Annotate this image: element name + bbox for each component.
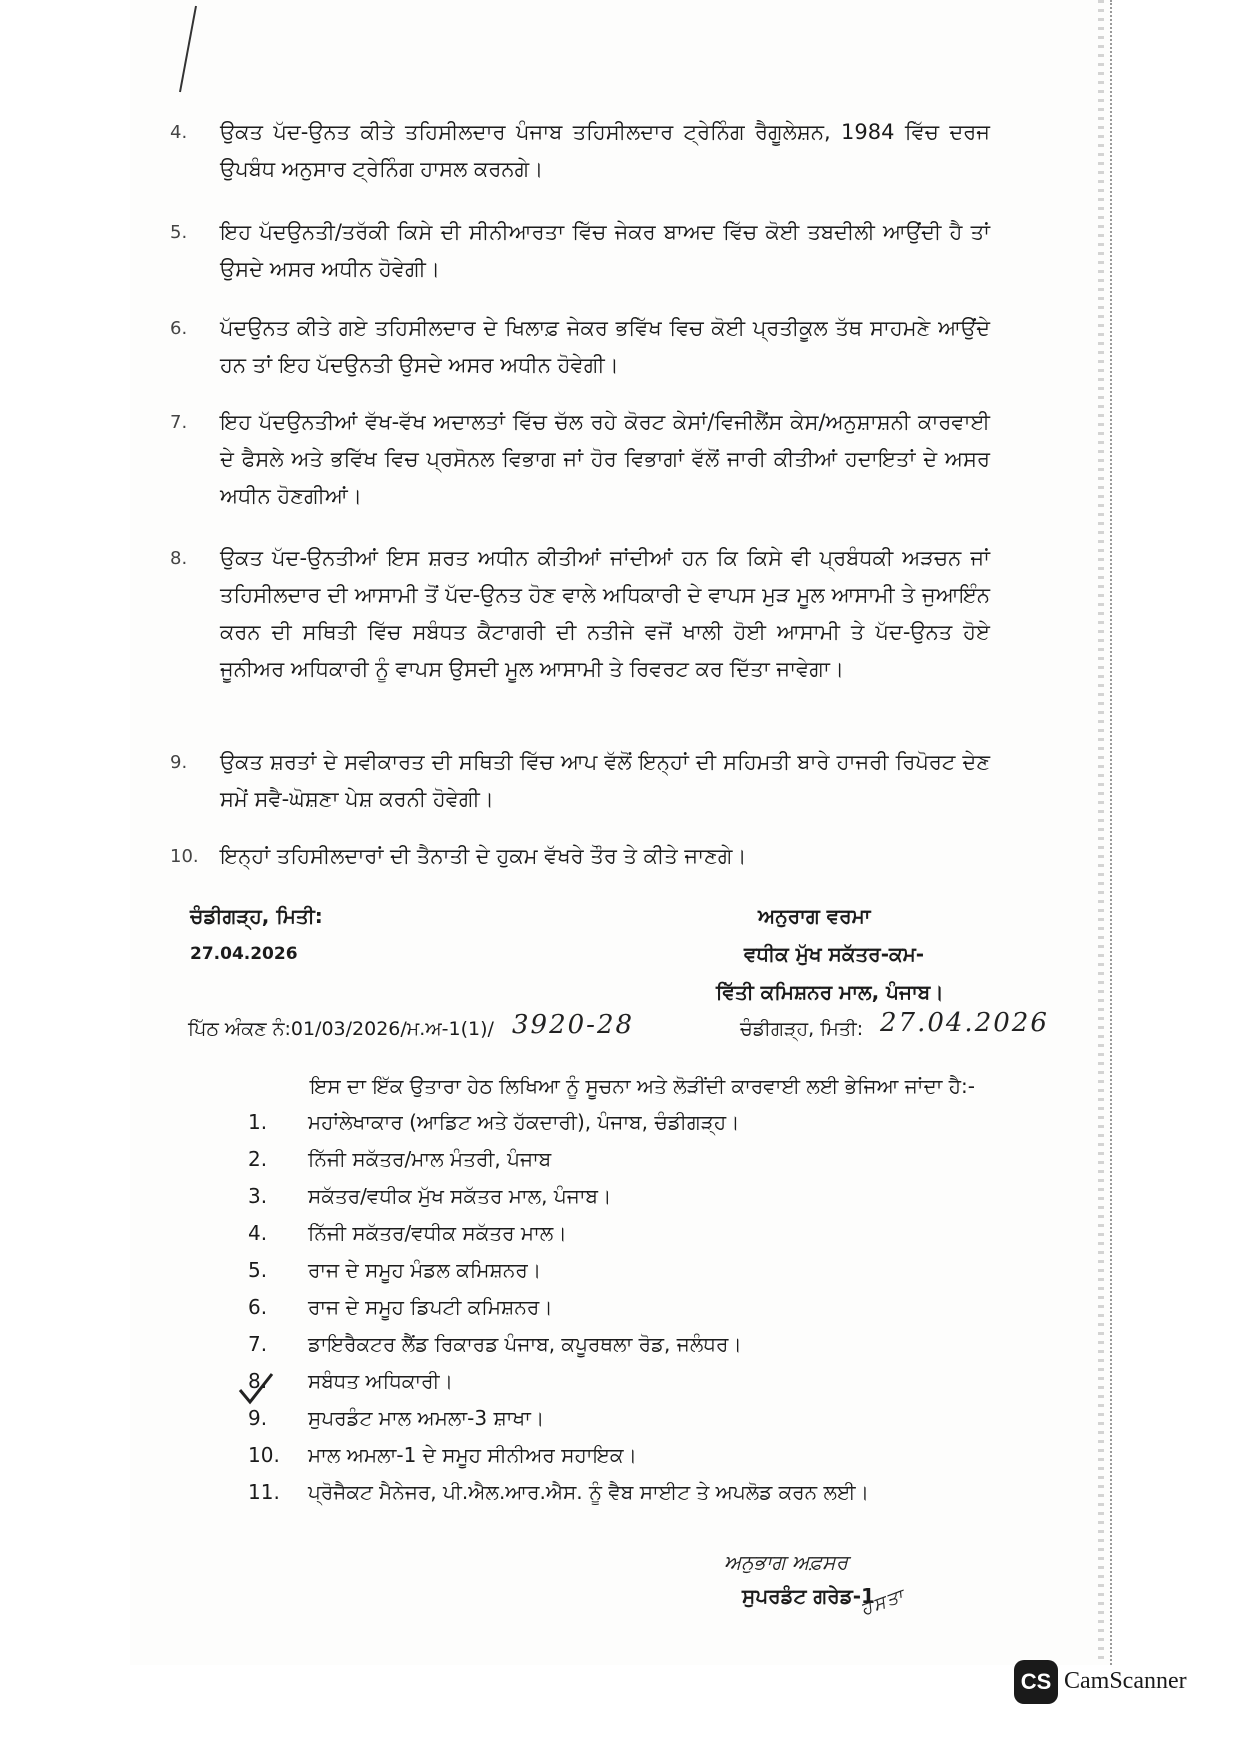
camscanner-logo: CS	[1014, 1660, 1058, 1704]
list-item-text: ਮਾਲ ਅਮਲਾ-1 ਦੇ ਸਮੂਹ ਸੀਨੀਅਰ ਸਹਾਇਕ।	[308, 1443, 638, 1467]
list-item-text: ਨਿੱਜੀ ਸਕੱਤਰ/ਵਧੀਕ ਸਕੱਤਰ ਮਾਲ।	[308, 1221, 567, 1245]
list-item-text: ਸਬੰਧਤ ਅਧਿਕਾਰੀ।	[308, 1369, 454, 1393]
endorsement-place: ਚੰਡੀਗੜ੍ਹ, ਮਿਤੀ:	[740, 1018, 864, 1040]
list-item-text: ਰਾਜ ਦੇ ਸਮੂਹ ਡਿਪਟੀ ਕਮਿਸ਼ਨਰ।	[308, 1295, 553, 1319]
issue-date: 27.04.2026	[190, 944, 298, 964]
paragraph-number: 8.	[170, 548, 188, 569]
paragraph-8	[170, 540, 990, 688]
signature-initial: ਹਸਤਾ	[857, 1584, 908, 1621]
paragraph-text: ਪੱਦਉਨਤ ਕੀਤੇ ਗਏ ਤਹਿਸੀਲਦਾਰ ਦੇ ਖਿਲਾਫ਼ ਜੇਕਰ ਭਵਿੱਖ ਵਿਚ ਕੋਈ ਪ੍ਰਤੀਕੂਲ ਤੱਥ ਸਾਹਮਣੇ ਆਉਂਦੇ ਹਨ ਤਾਂ ਇਹ ਪੱਦਉਨਤੀ ਉਸਦੇ ਅਸਰ ਅਧੀਨ ਹੋਵੇਗੀ।	[220, 316, 990, 377]
list-item-text: ਨਿੱਜੀ ਸਕੱਤਰ/ਮਾਲ ਮੰਤਰੀ, ਪੰਜਾਬ	[308, 1147, 552, 1171]
camscanner-brand: CamScanner	[1064, 1668, 1187, 1694]
paragraph-number: 6.	[170, 318, 188, 339]
list-item-number: 7.	[248, 1332, 268, 1356]
paragraph-number: 9.	[170, 752, 188, 773]
paragraph-text: ਇਹ ਪੱਦਉਨਤੀਆਂ ਵੱਖ-ਵੱਖ ਅਦਾਲਤਾਂ ਵਿੱਚ ਚੱਲ ਰਹੇ ਕੋਰਟ ਕੇਸਾਂ/ਵਿਜੀਲੈਂਸ ਕੇਸ/ਅਨੁਸ਼ਾਸ਼ਨੀ ਕਾਰਵਾਈ ਦੇ ਫੈਸਲੇ ਅਤੇ ਭਵਿੱਖ ਵਿਚ ਪ੍ਰਸੋਨਲ ਵਿਭਾਗ ਜਾਂ ਹੋਰ ਵਿਭਾਗਾਂ ਵੱਲੋਂ ਜਾਰੀ ਕੀਤੀਆਂ ਹਦਾਇਤਾਂ ਦੇ ਅਸਰ ਅਧੀਨ ਹੋਣਗੀਆਂ।	[220, 410, 990, 508]
superintendent-designation: ਸੁਪਰਡੰਟ ਗਰੇਡ-1	[742, 1584, 875, 1608]
signatory-name: ਅਨੁਰਾਗ ਵਰਮਾ	[758, 904, 871, 928]
paragraph-10	[170, 838, 990, 875]
list-item-number: 10.	[248, 1443, 280, 1467]
list-item-number: 9.	[248, 1406, 268, 1430]
signatory-designation-1: ਵਧੀਕ ਮੁੱਖ ਸਕੱਤਰ-ਕਮ-	[744, 942, 925, 966]
list-item-text: ਸਕੱਤਰ/ਵਧੀਕ ਮੁੱਖ ਸਕੱਤਰ ਮਾਲ, ਪੰਜਾਬ।	[308, 1184, 612, 1208]
list-item-text: ਪ੍ਰੋਜੈਕਟ ਮੈਨੇਜਰ, ਪੀ.ਐਲ.ਆਰ.ਐਸ. ਨੂੰ ਵੈਬ ਸਾਈਟ ਤੇ ਅਪਲੋਡ ਕਰਨ ਲਈ।	[308, 1480, 870, 1504]
paragraph-number: 10.	[170, 846, 199, 867]
paragraph-6	[170, 310, 990, 384]
paragraph-9	[170, 744, 990, 818]
list-item-number: 2.	[248, 1147, 268, 1171]
paragraph-number: 7.	[170, 412, 188, 433]
paragraph-4	[170, 114, 990, 188]
list-item-text: ਰਾਜ ਦੇ ਸਮੂਹ ਮੰਡਲ ਕਮਿਸ਼ਨਰ।	[308, 1258, 542, 1282]
list-item-text: ਡਾਇਰੈਕਟਰ ਲੈਂਡ ਰਿਕਾਰਡ ਪੰਜਾਬ, ਕਪੂਰਥਲਾ ਰੋਡ, ਜਲੰਧਰ।	[308, 1332, 742, 1356]
endorsement-ref: ਪਿੱਠ ਅੰਕਣ ਨੰ:01/03/2026/ਮ.ਅ-1(1)/	[188, 1018, 494, 1040]
page-edge	[1098, 0, 1104, 1665]
paragraph-number: 4.	[170, 122, 188, 143]
signatory-designation-2: ਵਿੱਤੀ ਕਮਿਸ਼ਨਰ ਮਾਲ, ਪੰਜਾਬ।	[716, 980, 944, 1004]
list-item-text: ਮਹਾਂਲੇਖਾਕਾਰ (ਆਡਿਟ ਅਤੇ ਹੱਕਦਾਰੀ), ਪੰਜਾਬ, ਚੰਡੀਗੜ੍ਹ।	[308, 1110, 740, 1134]
checkmark-icon	[236, 1370, 276, 1410]
list-item-number: 4.	[248, 1221, 268, 1245]
list-item-number: 3.	[248, 1184, 268, 1208]
handwritten-note: ਅਨੁਭਾਗ ਅਫ਼ਸਰ	[724, 1550, 848, 1574]
endorsement-date-handwritten: 27.04.2026	[880, 1008, 1049, 1038]
list-item-number: 1.	[248, 1110, 268, 1134]
paragraph-text: ਉਕਤ ਪੱਦ-ਉਨਤੀਆਂ ਇਸ ਸ਼ਰਤ ਅਧੀਨ ਕੀਤੀਆਂ ਜਾਂਦੀਆਂ ਹਨ ਕਿ ਕਿਸੇ ਵੀ ਪ੍ਰਬੰਧਕੀ ਅੜਚਨ ਜਾਂ ਤਹਿਸੀਲਦਾਰ ਦੀ ਆਸਾਮੀ ਤੋਂ ਪੱਦ-ਉਨਤ ਹੋਣ ਵਾਲੇ ਅਧਿਕਾਰੀ ਦੇ ਵਾਪਸ ਮੁੜ ਮੂਲ ਆਸਾਮੀ ਤੇ ਜੁਆਇੰਨ ਕਰਨ ਦੀ ਸਥਿਤੀ ਵਿੱਚ ਸਬੰਧਤ ਕੈਟਾਗਰੀ ਦੀ ਨਤੀਜੇ ਵਜੋਂ ਖਾਲੀ ਹੋਈ ਆਸਾਮੀ ਤੇ ਪੱਦ-ਉਨਤ ਹੋਏ ਜੂਨੀਅਰ ਅਧਿਕਾਰੀ ਨੂੰ ਵਾਪਸ ਉਸਦੀ ਮੂਲ ਆਸਾਮੀ ਤੇ ਰਿਵਰਟ ਕਰ ਦਿੱਤਾ ਜਾਵੇਗਾ।	[220, 546, 990, 681]
paragraph-7	[170, 404, 990, 515]
paragraph-text: ਉਕਤ ਸ਼ਰਤਾਂ ਦੇ ਸਵੀਕਾਰਤ ਦੀ ਸਥਿਤੀ ਵਿੱਚ ਆਪ ਵੱਲੋਂ ਇਨ੍ਹਾਂ ਦੀ ਸਹਿਮਤੀ ਬਾਰੇ ਹਾਜਰੀ ਰਿਪੋਰਟ ਦੇਣ ਸਮੇਂ ਸਵੈ-ਘੋਸ਼ਣਾ ਪੇਸ਼ ਕਰਨੀ ਹੋਵੇਗੀ।	[220, 750, 990, 811]
paragraph-number: 5.	[170, 222, 188, 243]
list-item-number: 11.	[248, 1480, 280, 1504]
paragraph-text: ਇਨ੍ਹਾਂ ਤਹਿਸੀਲਦਾਰਾਂ ਦੀ ਤੈਨਾਤੀ ਦੇ ਹੁਕਮ ਵੱਖਰੇ ਤੌਰ ਤੇ ਕੀਤੇ ਜਾਣਗੇ।	[220, 844, 747, 868]
paragraph-text: ਇਹ ਪੱਦਉਨਤੀ/ਤਰੱਕੀ ਕਿਸੇ ਦੀ ਸੀਨੀਆਰਤਾ ਵਿੱਚ ਜੇਕਰ ਬਾਅਦ ਵਿੱਚ ਕੋਈ ਤਬਦੀਲੀ ਆਉਂਦੀ ਹੈ ਤਾਂ ਉਸਦੇ ਅਸਰ ਅਧੀਨ ਹੋਵੇਗੀ।	[220, 220, 990, 281]
endorsement-ref-handwritten: 3920-28	[512, 1010, 635, 1040]
list-item-number: 8.	[248, 1369, 268, 1393]
list-item-text: ਸੁਪਰਡੰਟ ਮਾਲ ਅਮਲਾ-3 ਸ਼ਾਖਾ।	[308, 1406, 545, 1430]
copy-intro: ਇਸ ਦਾ ਇੱਕ ਉਤਾਰਾ ਹੇਠ ਲਿਖਿਆ ਨੂੰ ਸੂਚਨਾ ਅਤੇ ਲੋੜੀਂਦੀ ਕਾਰਵਾਈ ਲਈ ਭੇਜਿਆ ਜਾਂਦਾ ਹੈ:-	[310, 1074, 975, 1098]
list-item-number: 5.	[248, 1258, 268, 1282]
place-label: ਚੰਡੀਗੜ੍ਹ, ਮਿਤੀ:	[190, 904, 323, 928]
paragraph-5	[170, 214, 990, 288]
paragraph-text: ਉਕਤ ਪੱਦ-ਉਨਤ ਕੀਤੇ ਤਹਿਸੀਲਦਾਰ ਪੰਜਾਬ ਤਹਿਸੀਲਦਾਰ ਟ੍ਰੇਨਿੰਗ ਰੈਗੂਲੇਸ਼ਨ, 1984 ਵਿੱਚ ਦਰਜ ਉਪਬੰਧ ਅਨੁਸਾਰ ਟ੍ਰੇਨਿੰਗ ਹਾਸਲ ਕਰਨਗੇ।	[220, 120, 990, 181]
list-item-number: 6.	[248, 1295, 268, 1319]
